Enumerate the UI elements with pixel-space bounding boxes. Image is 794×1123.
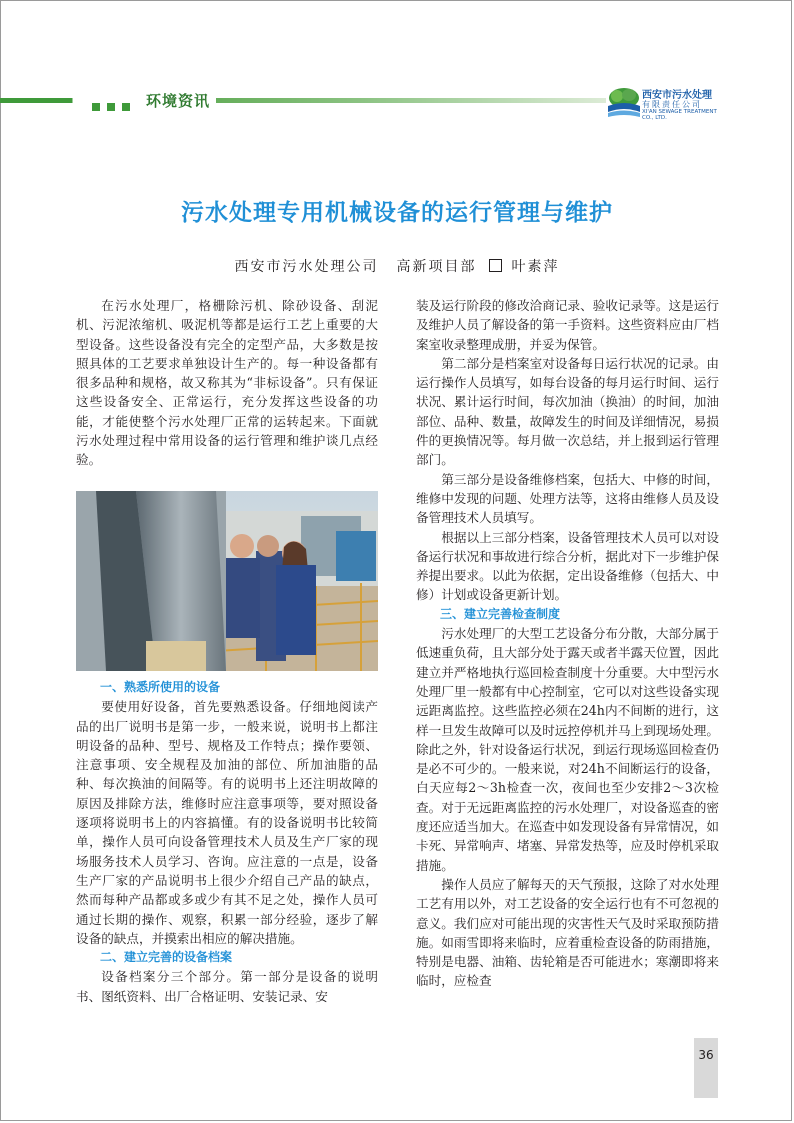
right-column xyxy=(416,296,719,991)
section-title: 环境资讯 xyxy=(140,90,216,111)
logo-company-name: 西安市污水处理 xyxy=(642,90,712,101)
section-heading-1: 一、熟悉所使用的设备 xyxy=(100,680,221,694)
section-heading-3: 三、建立完善检查制度 xyxy=(440,606,561,621)
header-rule xyxy=(0,98,606,103)
section-2-paragraph-1: 设备档案分三个部分。第一部分是设备的说明书、图纸资料、出厂合格证明、安装记录、安 xyxy=(76,969,378,1004)
left-column-sections xyxy=(76,678,378,1006)
byline-organization: 西安市污水处理公司 xyxy=(234,259,379,275)
byline-department: 高新项目部 xyxy=(396,259,477,275)
section-2-continued: 装及运行阶段的修改洽商记录、验收记录等。这是运行及维护人员了解设备的第一手资料。这些资料应由厂档案室收录整理成册，并妥为保管。 xyxy=(416,298,719,352)
article-photo xyxy=(76,491,378,671)
byline-box-icon xyxy=(489,259,502,272)
article-byline xyxy=(0,256,794,276)
intro-paragraph: 在污水处理厂，格栅除污机、除砂设备、刮泥机、污泥浓缩机、吸泥机等都是运行工艺上重要的大型设备。这些设备没有完全的定型产品，大多数是按照具体的工艺要求单独设计生产的。每一种设备都有很多品种和规格，故又称其为“非标设备”。只有保证这些设备安全、正常运行，充分发挥这些设备的功能，才能使整个污水处理厂正常的运转起来。下面就污水处理过程中常用设备的运行管理和维护谈几点经验。 xyxy=(76,298,378,468)
section-3-paragraph-1: 污水处理厂的大型工艺设备分布分散，大部分属于低速重负荷，且大部分处于露天或者半露天位置，因此建立并严格地执行巡回检查制度十分重要。大中型污水处理厂里一般都有中心控制室，它可以对这些设备实现远距离监控。这些监控必须在24h内不间断的进行，这样一旦发生故障可以及时远控停机并马上到现场处理。除此之外，针对设备运行状况，到运行现场巡回检查仍是必不可少的。一般来说，对24h不间断运行的设备，白天应每2～3h检查一次，夜间也至少安排2～3次检查。对于无远距离监控的污水处理厂，对设备巡查的密度还应适当加大。在巡查中如发现设备有异常情况，如卡死、异常响声、堵塞、异常发热等，应及时停机采取措施。 xyxy=(416,626,719,873)
page-number: 36 xyxy=(694,1038,718,1098)
byline-author: 叶素萍 xyxy=(511,259,560,275)
section-2-paragraph-2: 第二部分是档案室对设备每日运行状况的记录。由运行操作人员填写，如每台设备的每月运行时间、运行状况、累计运行时间，每次加油（换油）的时间，加油部位、品种、数量，故障发生的时间及详细情况，易损件的更换情况等。每月做一次总结，并上报到运行管理部门。 xyxy=(416,355,719,468)
photo-workers-at-equipment xyxy=(76,491,378,671)
article-title: 污水处理专用机械设备的运行管理与维护 xyxy=(181,200,613,226)
section-2-paragraph-4: 根据以上三部分档案，设备管理技术人员可以对设备运行状况和事故进行综合分析，据此对下一步维护保养提出要求。以此为依据，定出设备维修（包括大、中修）计划或设备更新计划。 xyxy=(416,529,719,603)
logo-company-subtitle: 有限责任公司 xyxy=(642,100,702,109)
header-decoration-squares xyxy=(92,96,137,106)
section-3-paragraph-2: 操作人员应了解每天的天气预报，这除了对水处理工艺有用以外，对工艺设备的安全运行也有不可忽视的意义。我们应对可能出现的灾害性天气及时采取预防措施。如雨雪即将来临时，应着重检查设备的防雨措施，特别是电器、油箱、齿轮箱是否可能进水；寒潮即将来临时，应检查 xyxy=(416,876,719,989)
section-2-paragraph-3: 第三部分是设备维修档案，包括大、中修的时间，维修中发现的问题、处理方法等，这将由维修人员及设备管理技术人员填写。 xyxy=(416,471,719,526)
section-1-paragraph: 要使用好设备，首先要熟悉设备。仔细地阅读产品的出厂说明书是第一步，一般来说，说明书上都注明设备的品种、型号、规格及工作特点；操作要领、注意事项、安全规程及加油的部位、所加油脂的品种、每次换油的间隔等。有的说明书上还注明故障的原因及排除方法，维修时应注意事项等，要对照设备逐项将说明书上的内容搞懂。有的设备说明书比较简单，操作人员可向设备管理技术人员及生产厂家的现场服务技术人员学习、咨询。应注意的一点是，设备生产厂家的产品说明书上很少介绍自己产品的缺点，然而每种产品都或多或少有其不足之处，操作人员可通过长期的操作、观察，积累一部分经验，逐步了解设备的缺点，并摸索出相应的解决措施。 xyxy=(76,699,378,946)
logo-english-name: XI'AN SEWAGE TREATMENT CO., LTD. xyxy=(642,109,717,121)
left-column-intro xyxy=(76,296,378,470)
section-heading-2: 二、建立完善的设备档案 xyxy=(100,950,233,965)
